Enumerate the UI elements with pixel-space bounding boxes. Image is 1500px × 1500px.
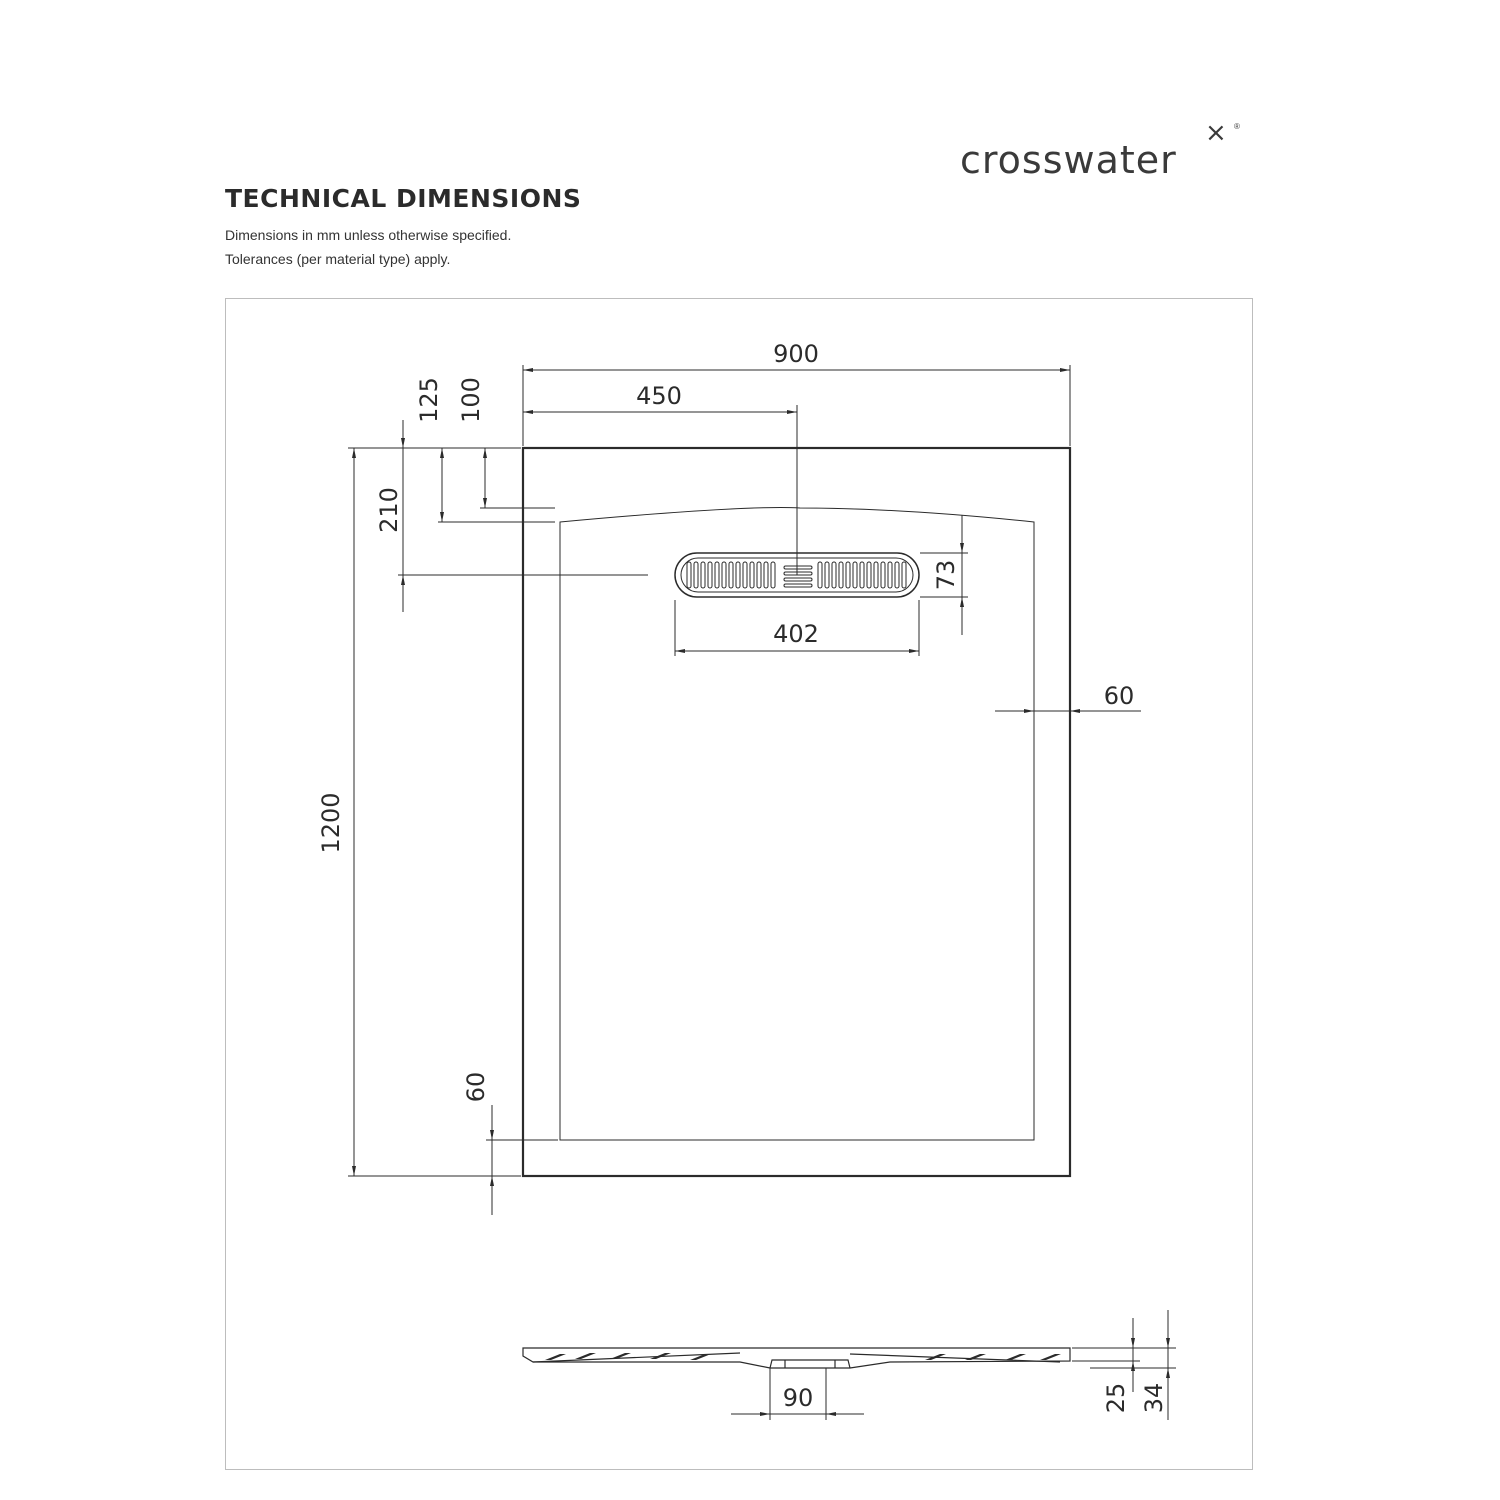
label-125: 125 [415,377,443,423]
label-100: 100 [457,377,485,423]
registered-mark: ® [1234,122,1240,131]
label-total-height: 34 [1140,1382,1168,1414]
tray-inner-recess [560,508,1034,1140]
units-note: Dimensions in mm unless otherwise specified. [225,227,512,243]
tolerance-note: Tolerances (per material type) apply. [225,251,451,267]
label-waste-length: 402 [773,620,819,648]
label-outlet: 90 [782,1384,814,1412]
label-half-width: 450 [636,382,682,410]
label-210: 210 [375,487,403,533]
label-rim-side: 60 [1103,682,1135,710]
label-width: 900 [773,340,819,368]
page-title: TECHNICAL DIMENSIONS [225,184,582,213]
label-rim-bottom: 60 [462,1071,490,1103]
brand-logo: crosswater [960,138,1177,182]
brand-mark-icon: × [1205,118,1227,148]
tray-side-profile [523,1348,1070,1368]
label-length: 1200 [317,792,345,854]
label-edge-height: 25 [1102,1382,1130,1414]
label-waste-height: 73 [932,559,960,591]
